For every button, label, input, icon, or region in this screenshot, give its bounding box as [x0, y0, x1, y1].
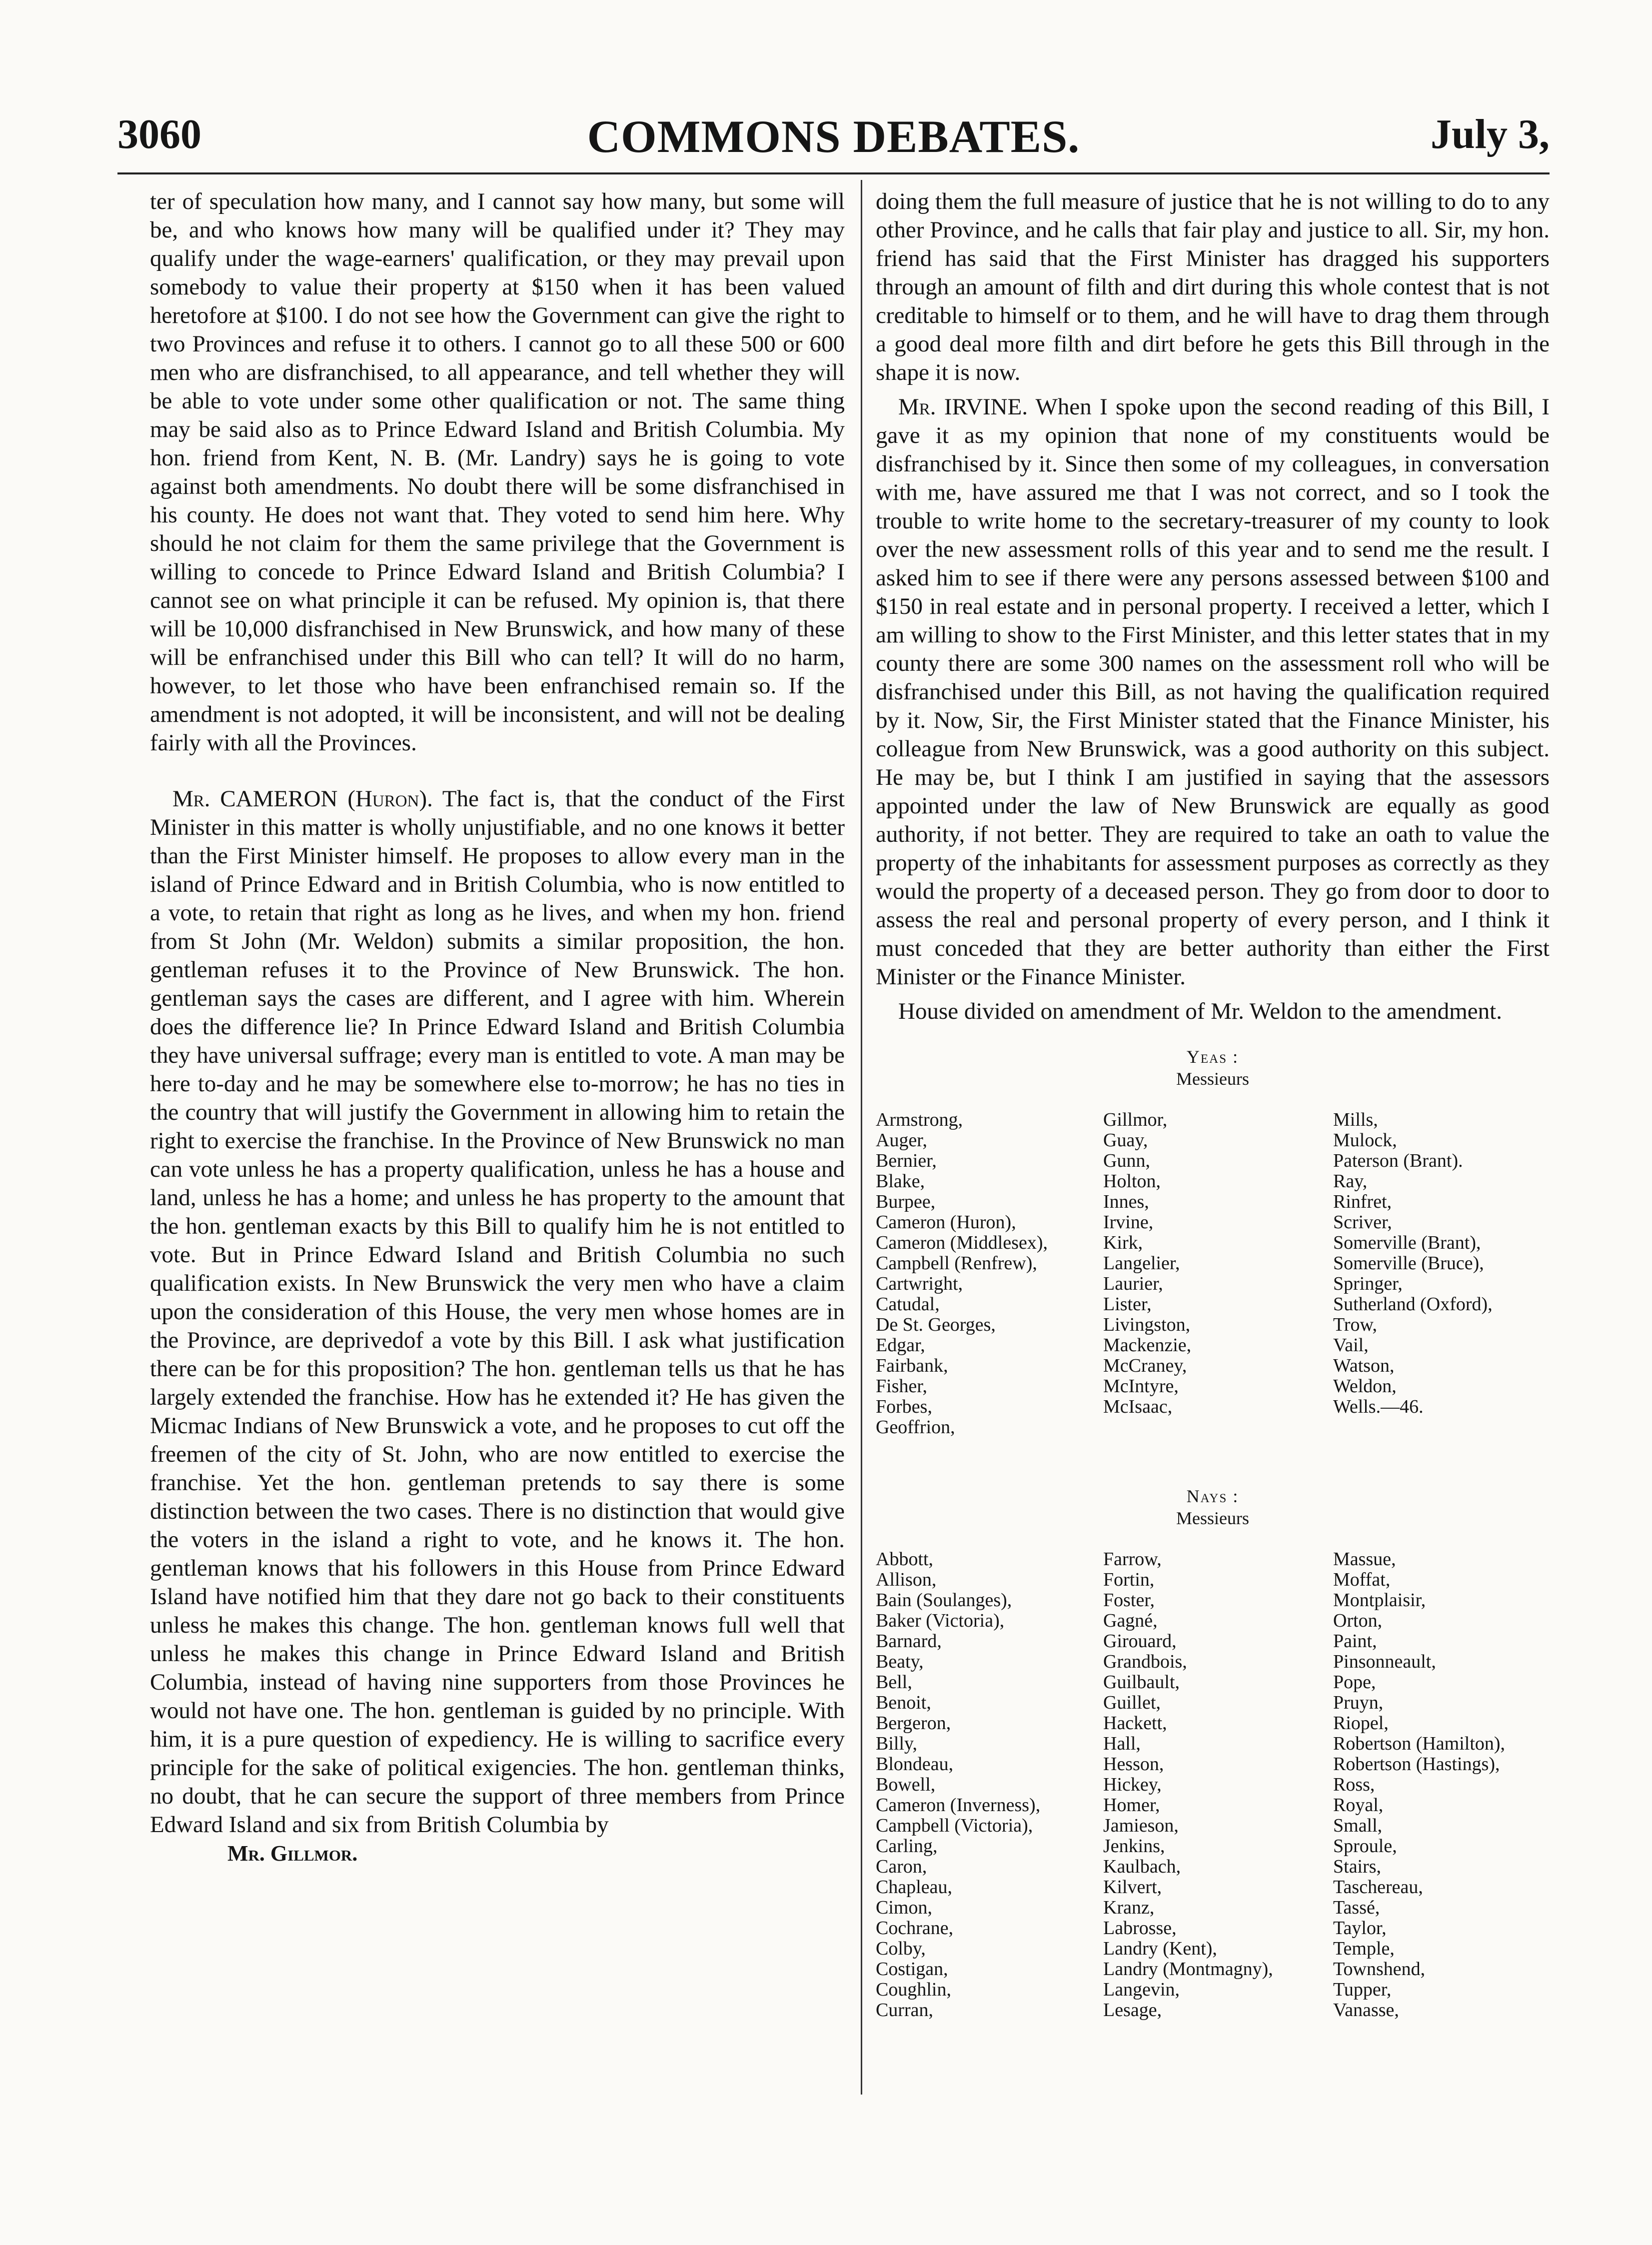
member-name: Mills,: [1333, 1109, 1378, 1130]
member-name: Wells.—46.: [1333, 1396, 1424, 1417]
yeas-col-2: [1103, 1110, 1333, 1438]
member-name: Chapleau,: [876, 1877, 953, 1898]
paragraph-irvine-text: When I spoke upon the second reading of this Bill, I gave it as my opinion that none of my constituents would be disfranchised by it. Since then some of my colleagues, in conversation with me, have assured me that I was not correct, and so I took the trouble to write home to the secretary-treasurer of my county to look over the new assessment rolls of this year and to send me the result. I asked him to see if there were any persons assessed between $100 and $150 in real estate and in personal property. I received a letter, which I am willing to show to the First Minister, and this letter states that in my county there are some 300 names on the assessment roll who will be disfranchised under this Bill, as not having the qualification required by it. Now, Sir, the First Minister stated that the Finance Minister, his colleague from New Brunswick, was a good authority on this subject. He may be, but I think I am justified in saying that the assessors appointed under the law of New Brunswick are equally as good authority, if not better. They are required to take an oath to value the property of the inhabitants for assessment purposes as correctly as they would the property of a deceased person. They go from door to door to assess the real and personal property of every person, and I think it must conceded that they are better authority than either the First Minister or the Finance Minister.: [876, 394, 1550, 990]
member-name: Fisher,: [876, 1376, 927, 1397]
paragraph-irvine: [876, 393, 1550, 991]
member-name: Paterson (Brant).: [1333, 1150, 1463, 1171]
member-name: Curran,: [876, 2000, 934, 2021]
member-name: Royal,: [1333, 1795, 1384, 1816]
member-name: Carling,: [876, 1836, 938, 1857]
member-name: Massue,: [1333, 1549, 1396, 1570]
member-name: Kilvert,: [1103, 1877, 1162, 1898]
member-name: Watson,: [1333, 1355, 1395, 1376]
page-title: COMMONS DEBATES.: [587, 111, 1080, 162]
member-name: Hackett,: [1103, 1713, 1167, 1734]
member-name: Robertson (Hamilton),: [1333, 1733, 1506, 1754]
member-name: Armstrong,: [876, 1109, 963, 1130]
member-name: Mackenzie,: [1103, 1335, 1192, 1356]
member-name: Ross,: [1333, 1774, 1375, 1795]
member-name: Gillmor,: [1103, 1109, 1168, 1130]
member-name: Campbell (Renfrew),: [876, 1253, 1037, 1274]
member-name: Bowell,: [876, 1774, 936, 1795]
paragraph-continuation-right: doing them the full measure of justice that he is not willing to do to any other Province, and he calls that fair play and justice to all. Sir, my hon. friend has said that the First Minister has dragged his supporters through an amount of filth and dirt during this whole contest that is not creditable to himself or to them, and he will have to drag them through a good deal more filth and dirt before he gets this Bill through in the shape it is now.: [876, 188, 1550, 385]
member-name: Langevin,: [1103, 1979, 1180, 2000]
member-name: Geoffrion,: [876, 1417, 955, 1438]
member-name: Catudal,: [876, 1294, 940, 1315]
member-name: Girouard,: [1103, 1631, 1177, 1652]
page-number: 3060: [117, 111, 201, 157]
member-name: Farrow,: [1103, 1549, 1162, 1570]
member-name: Pope,: [1333, 1672, 1376, 1693]
member-name: Cameron (Huron),: [876, 1212, 1016, 1233]
member-name: Mulock,: [1333, 1130, 1397, 1151]
member-name: Coughlin,: [876, 1979, 951, 2000]
member-name: Allison,: [876, 1569, 937, 1590]
member-name: Abbott,: [876, 1549, 934, 1570]
member-name: McIsaac,: [1103, 1396, 1173, 1417]
nays-list: [876, 1549, 1550, 2021]
header-rule: [117, 172, 1550, 174]
member-name: De St. Georges,: [876, 1314, 996, 1335]
member-name: McIntyre,: [1103, 1376, 1179, 1397]
member-name: Homer,: [1103, 1795, 1160, 1816]
yeas-col-1: [876, 1110, 1103, 1438]
member-name: Small,: [1333, 1815, 1383, 1836]
member-name: Taylor,: [1333, 1918, 1387, 1939]
member-name: Holton,: [1103, 1171, 1161, 1192]
nays-subheading: Messieurs: [1176, 1508, 1249, 1528]
member-name: Robertson (Hastings),: [1333, 1754, 1500, 1775]
member-name: Gagné,: [1103, 1610, 1158, 1631]
member-name: Innes,: [1103, 1191, 1149, 1212]
member-name: Hickey,: [1103, 1774, 1162, 1795]
member-name: Weldon,: [1333, 1376, 1397, 1397]
left-column: [150, 187, 845, 1868]
member-name: Springer,: [1333, 1273, 1403, 1294]
member-name: Kirk,: [1103, 1232, 1143, 1253]
member-name: Irvine,: [1103, 1212, 1154, 1233]
member-name: Guilbault,: [1103, 1672, 1180, 1693]
member-name: Montplaisir,: [1333, 1590, 1426, 1611]
member-name: Blondeau,: [876, 1754, 954, 1775]
nays-col-1: [876, 1549, 1103, 2021]
member-name: Costigan,: [876, 1959, 948, 1980]
member-name: McCraney,: [1103, 1355, 1187, 1376]
member-name: Bergeron,: [876, 1713, 951, 1734]
member-name: Campbell (Victoria),: [876, 1815, 1033, 1836]
member-name: Guillet,: [1103, 1692, 1161, 1713]
member-name: Bell,: [876, 1672, 912, 1693]
catchword: Mr. Gillmor.: [227, 1841, 358, 1866]
member-name: Foster,: [1103, 1590, 1155, 1611]
member-name: Pinsonneault,: [1333, 1651, 1436, 1672]
member-name: Rinfret,: [1333, 1191, 1392, 1212]
yeas-col-3: [1333, 1110, 1553, 1438]
member-name: Tupper,: [1333, 1979, 1392, 2000]
member-name: Cameron (Middlesex),: [876, 1232, 1048, 1253]
member-name: Livingston,: [1103, 1314, 1191, 1335]
member-name: Somerville (Bruce),: [1333, 1253, 1484, 1274]
member-name: Landry (Kent),: [1103, 1938, 1217, 1959]
member-name: Jamieson,: [1103, 1815, 1179, 1836]
right-column: [876, 187, 1550, 2021]
member-name: Moffat,: [1333, 1569, 1391, 1590]
member-name: Barnard,: [876, 1631, 942, 1652]
member-name: Cameron (Inverness),: [876, 1795, 1041, 1816]
member-name: Cimon,: [876, 1897, 932, 1918]
member-name: Auger,: [876, 1130, 927, 1151]
member-name: Bernier,: [876, 1150, 937, 1171]
member-name: Ray,: [1333, 1171, 1368, 1192]
member-name: Pruyn,: [1333, 1692, 1384, 1713]
nays-block: [876, 1485, 1550, 2021]
member-name: Cartwright,: [876, 1273, 963, 1294]
member-name: Benoit,: [876, 1692, 931, 1713]
member-name: Fairbank,: [876, 1355, 948, 1376]
member-name: Landry (Montmagny),: [1103, 1959, 1273, 1980]
paragraph-cameron: [150, 785, 845, 1839]
member-name: Riopel,: [1333, 1713, 1389, 1734]
member-name: Kaulbach,: [1103, 1856, 1181, 1877]
member-name: Caron,: [876, 1856, 927, 1877]
member-name: Sproule,: [1333, 1836, 1397, 1857]
member-name: Taschereau,: [1333, 1877, 1423, 1898]
member-name: Paint,: [1333, 1631, 1377, 1652]
member-name: Langelier,: [1103, 1253, 1180, 1274]
member-name: Somerville (Brant),: [1333, 1232, 1481, 1253]
member-name: Cochrane,: [876, 1918, 954, 1939]
member-name: Lister,: [1103, 1294, 1152, 1315]
member-name: Labrosse,: [1103, 1918, 1177, 1939]
yeas-heading: Yeas :: [1186, 1047, 1239, 1067]
member-name: Baker (Victoria),: [876, 1610, 1005, 1631]
member-name: Blake,: [876, 1171, 925, 1192]
member-name: Fortin,: [1103, 1569, 1155, 1590]
member-name: Guay,: [1103, 1130, 1148, 1151]
member-name: Vanasse,: [1333, 2000, 1399, 2021]
member-name: Vail,: [1333, 1335, 1369, 1356]
member-name: Orton,: [1333, 1610, 1383, 1631]
nays-heading: Nays :: [1186, 1486, 1239, 1506]
member-name: Forbes,: [876, 1396, 932, 1417]
paragraph-continuation: ter of speculation how many, and I cannot say how many, but some will be, and who knows how many will be qualified under it? They may qualify under the wage-earners' qualification, or they may prevail upon somebody to value their property at $150 when it has been valued heretofore at $100. I do not see how the Government can give the right to two Provinces and refuse it to others. I cannot go to all these 500 or 600 men who are disfranchised, to all appearance, and tell whether they will be able to vote under some other qualification or not. The same thing may be said also as to Prince Edward Island and British Columbia. My hon. friend from Kent, N. B. (Mr. Landry) says he is going to vote against both amendments. No doubt there will be some disfranchised in his county. He does not want that. They voted to send him here. Why should he not claim for them the same privilege that the Government is willing to concede to Prince Edward Island and British Columbia? I cannot see on what principle it can be refused. My opinion is, that there will be 10,000 disfranchised in New Brunswick, and how many of these will be enfranchised under this Bill who can tell? It will do no harm, however, to let those who have been enfranchised remain so. If the amendment is not adopted, it will be inconsistent, and will not be dealing fairly with all the Provinces.: [150, 188, 845, 756]
yeas-subheading: Messieurs: [1176, 1069, 1249, 1089]
member-name: Billy,: [876, 1733, 918, 1754]
member-name: Colby,: [876, 1938, 926, 1959]
member-name: Beaty,: [876, 1651, 924, 1672]
speaker-cameron: Mr. CAMERON (Huron).: [172, 786, 433, 812]
speaker-irvine: Mr. IRVINE.: [898, 394, 1028, 420]
nays-col-3: [1333, 1549, 1553, 2021]
page-date: July 3,: [1430, 111, 1550, 157]
member-name: Jenkins,: [1103, 1836, 1165, 1857]
member-name: Scriver,: [1333, 1212, 1392, 1233]
member-name: Sutherland (Oxford),: [1333, 1294, 1493, 1315]
member-name: Bain (Soulanges),: [876, 1590, 1012, 1611]
member-name: Burpee,: [876, 1191, 936, 1212]
member-name: Edgar,: [876, 1335, 925, 1356]
page-header: [117, 100, 1550, 170]
member-name: Kranz,: [1103, 1897, 1155, 1918]
column-divider: [861, 180, 862, 2095]
member-name: Lesage,: [1103, 2000, 1162, 2021]
paragraph-cameron-text: The fact is, that the conduct of the First Minister in this matter is wholly unjustifiable, and no one knows it better than the First Minister himself. He proposes to allow every man in the island of Prince Edward and in British Columbia, who is now entitled to a vote, to retain that right as long as he lives, and when my hon. friend from St John (Mr. Weldon) submits a similar proposition, the hon. gentleman refuses it to the Province of New Brunswick. The hon. gentleman says the cases are different, and I agree with him. Wherein does the difference lie? In Prince Edward Island and British Columbia they have universal suffrage; every man is entitled to vote. A man may be here to-day and he may be somewhere else to-morrow; he has no ties in the country that will justify the Government in allowing him to retain the right to exercise the franchise. In the Province of New Brunswick no man can vote unless he has a property qualification, unless he has a house and land, unless he has a home; and unless he has property to the amount that the hon. gentleman exacts by this Bill to qualify him he is not entitled to vote. But in Prince Edward Island and British Columbia no such qualification exists. In New Brunswick the very men who have a claim upon the consideration of this House, the very men whose homes are in the Province, are deprivedof a vote by this Bill. I ask what justification there can be for this proposition? The hon. gentleman tells us that he has largely extended the franchise. How has he extended it? He has given the Micmac Indians of New Brunswick a vote, and he proposes to cut off the freemen of the city of St. John, who are now entitled to exercise the franchise. Yet the hon. gentleman pretends to say there is some distinction between the two cases. There is no distinction that would give the voters in the island a right to vote, and he knows it. The hon. gentleman knows that his followers in this House from Prince Edward Island have notified him that they dare not go back to their constituents unless he makes this change. The hon. gentleman knows full well that unless he makes this change in Prince Edward Island and British Columbia, instead of having nine supporters from those Provinces he would not have one. The hon. gentleman is guided by no principle. With him, it is a pure question of expediency. He is willing to sacrifice every principle for the sake of political exigencies. The hon. gentleman thinks, no doubt, that he can secure the support of three members from Prince Edward Island and six from British Columbia by: [150, 786, 845, 1838]
member-name: Stairs,: [1333, 1856, 1382, 1877]
member-name: Hall,: [1103, 1733, 1141, 1754]
yeas-block: [876, 1046, 1550, 1438]
member-name: Laurier,: [1103, 1273, 1163, 1294]
nays-col-2: [1103, 1549, 1333, 2021]
member-name: Hesson,: [1103, 1754, 1164, 1775]
member-name: Gunn,: [1103, 1150, 1150, 1171]
division-statement: House divided on amendment of Mr. Weldon to the amendment.: [898, 998, 1502, 1024]
member-name: Tassé,: [1333, 1897, 1380, 1918]
member-name: Grandbois,: [1103, 1651, 1187, 1672]
member-name: Trow,: [1333, 1314, 1378, 1335]
yeas-list: [876, 1110, 1550, 1438]
member-name: Townshend,: [1333, 1959, 1426, 1980]
member-name: Temple,: [1333, 1938, 1395, 1959]
